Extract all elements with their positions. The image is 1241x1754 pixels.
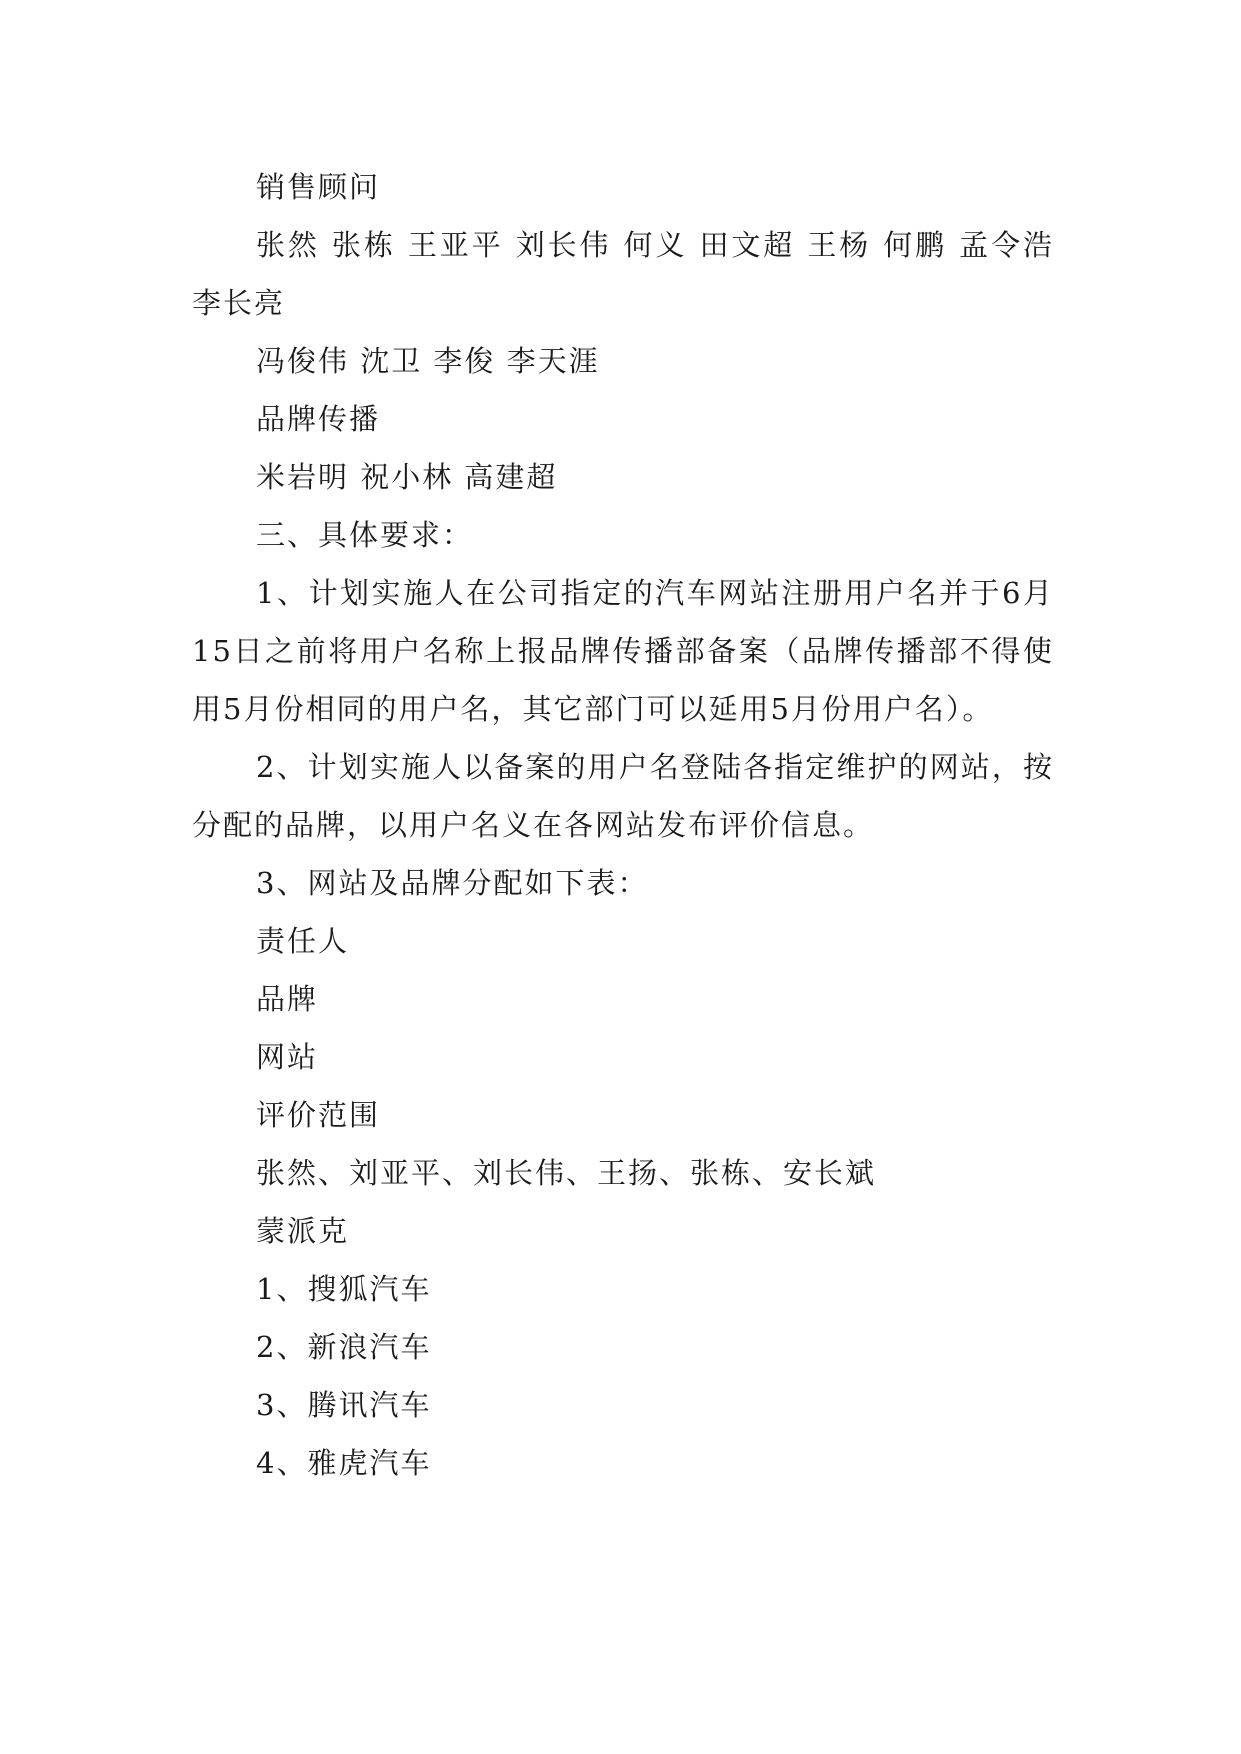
table-header-responsible: 责任人 [256, 924, 350, 958]
name-list-sales-1: 张然 张栋 王亚平 刘长伟 何义 田文超 王杨 何鹏 孟令浩 李长亮 [192, 228, 1054, 320]
name-list-brand: 米岩明 祝小林 高建超 [256, 460, 558, 494]
table-cell-responsible: 张然、刘亚平、刘长伟、王扬、张栋、安长斌 [256, 1156, 877, 1190]
requirement-item-3: 3、网站及品牌分配如下表： [256, 866, 649, 900]
table-header-brand: 品牌 [256, 982, 319, 1016]
section-heading-brand-communication: 品牌传播 [256, 402, 381, 436]
website-list-item: 1、搜狐汽车 [256, 1272, 432, 1306]
requirement-item-1: 1、计划实施人在公司指定的汽车网站注册用户名并于6月15日之前将用户名称上报品牌传播部备案（品牌传播部不得使用5月份相同的用户名，其它部门可以延用5月份用户名）。 [192, 576, 1054, 726]
website-list-item: 2、新浪汽车 [256, 1330, 432, 1364]
requirement-item-2: 2、计划实施人以备案的用户名登陆各指定维护的网站，按分配的品牌，以用户名义在各网站发布评价信息。 [192, 750, 1054, 842]
table-header-scope: 评价范围 [256, 1098, 381, 1132]
table-header-website: 网站 [256, 1040, 319, 1074]
table-cell-brand: 蒙派克 [256, 1214, 350, 1248]
name-list-sales-2: 冯俊伟 沈卫 李俊 李天涯 [256, 344, 600, 378]
section-heading-sales-consultant: 销售顾问 [256, 170, 381, 204]
website-list-item: 3、腾讯汽车 [256, 1388, 432, 1422]
section-heading-requirements: 三、具体要求： [256, 518, 474, 552]
website-list-item: 4、雅虎汽车 [256, 1446, 432, 1480]
document-body [192, 158, 1054, 1492]
